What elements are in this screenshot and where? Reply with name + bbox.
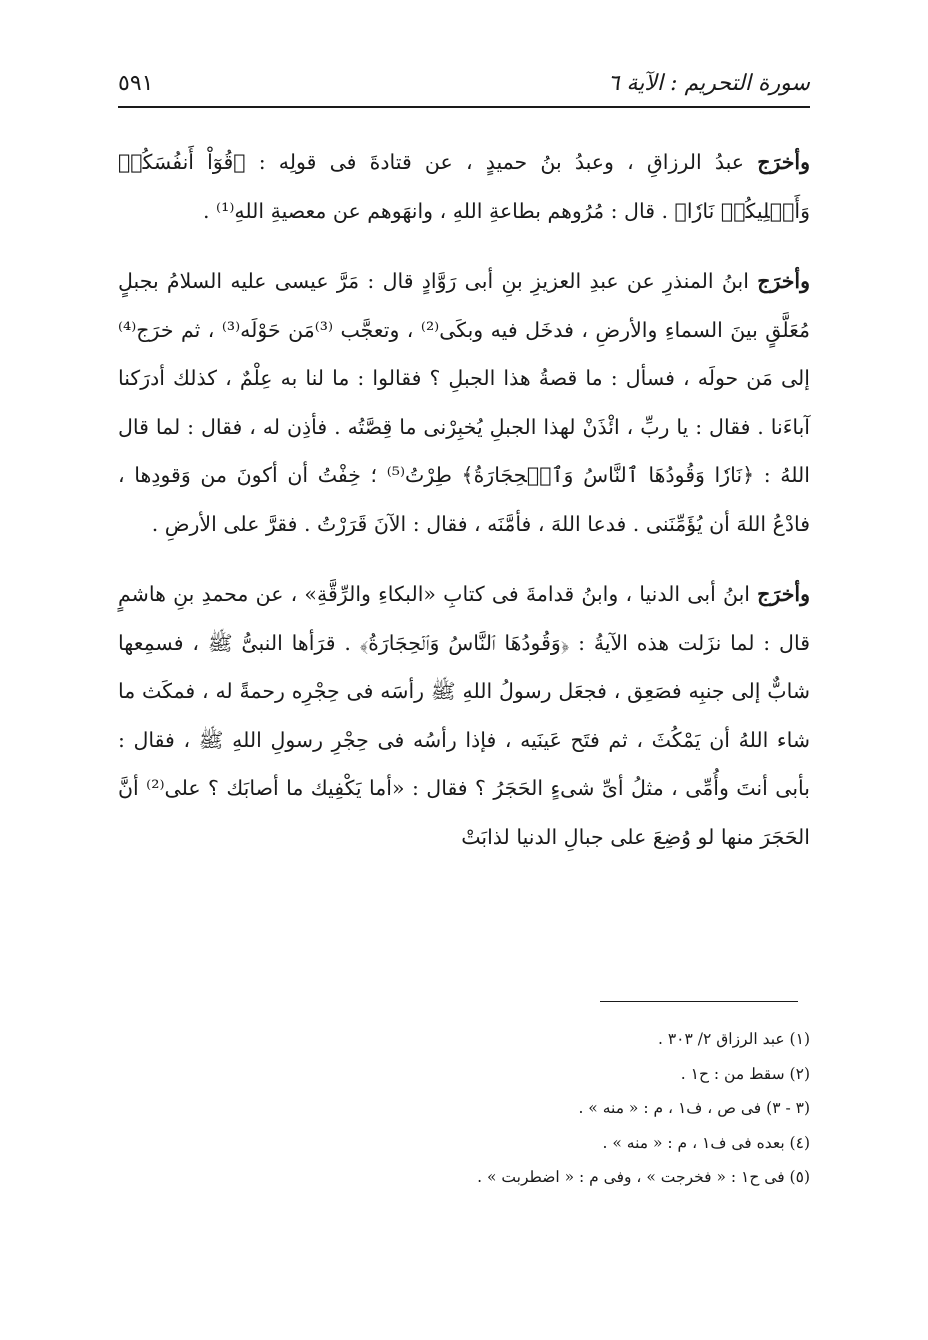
- paragraph-lead: وأخرَج: [757, 582, 810, 606]
- paragraph-text: عبدُ الرزاقِ ، وعبدُ بنُ حميدٍ ، عن قتادةَ فى قولِه : ﴿قُوٓاْ أَنفُسَكُمۡ وَأَهۡلِيكُمۡ نَارٗا﴾ . قال : مُرُوهم بطاعةِ اللهِ ، وانهَوهم عن معصيةِ اللهِ⁽¹⁾ .: [118, 150, 810, 223]
- paragraph-text: ابنُ أبى الدنيا ، وابنُ قدامةَ فى كتابِ «البكاءِ والرِّقَّةِ» ، عن محمدِ بنِ هاشمٍ قال : لما نزَلت هذه الآيةُ : ﴿وَقُودُهَا ٱلنَّاسُ وَٱلۡحِجَارَةُ﴾ . قرَأها النبىُّ ﷺ ، فسمِعها شابٌّ إلى جنبِه فصَعِق ، فجعَل رسولُ اللهِ ﷺ رأسَه فى حِجْرِه رحمةً له ، فمكَث ما شاء اللهُ أن يَمْكُثَ ، ثم فتَح عَينَيه ، فإذا رأسُه فى حِجْرِ رسولِ اللهِ ﷺ ، فقال : بأبى أنتَ وأُمِّى ، مثلُ أىِّ شىءٍ الحَجَرُ ؟ فقال : «أما يَكْفِيك ما أصابَك ؟ على⁽²⁾ أنَّ الحَجَرَ منها لو وُضِعَ على جبالِ الدنيا لذابَتْ: [118, 582, 810, 849]
- footnotes: [118, 1022, 810, 1195]
- footnote-1: (١) عبد الرزاق ٢/ ٣٠٣ .: [657, 1030, 810, 1048]
- header-divider: [118, 106, 810, 108]
- page-header: [118, 66, 810, 100]
- paragraph-lead: وأخرَج: [757, 269, 810, 293]
- main-text: [118, 138, 810, 883]
- footnote-5: (٥) فى ح١ : « فخرجت » ، وفى م : « اضطربت » .: [477, 1168, 810, 1186]
- paragraph-3: [118, 570, 810, 861]
- footnote-divider: [600, 1001, 798, 1002]
- footnote-3: (٣ - ٣) فى ص ، ف١ ، م : « منه » .: [578, 1099, 810, 1117]
- paragraph-2: [118, 257, 810, 548]
- page-number: ٥٩١: [118, 70, 154, 96]
- paragraph-lead: وأخرَج: [757, 150, 810, 174]
- paragraph-text: ابنُ المنذرِ عن عبدِ العزيزِ بنِ أبى رَوَّادٍ قال : مَرَّ عيسى عليه السلامُ بجبلٍ مُعَلَّقٍ بينَ السماءِ والأرضِ ، فدخَل فيه وبكَى⁽²⁾ ، وتعجَّب ⁽³⁾مَن حَوْلَه⁽³⁾ ، ثم خرَج⁽⁴⁾ إلى مَن حولَه ، فسأل : ما قصةُ هذا الجبلِ ؟ فقالوا : ما لنا به عِلْمٌ ، كذلك أدرَكنا آباءَنا . فقال : يا ربِّ ، ائْذَنْ لهذا الجبلِ يُخبِرْنى ما قِصَّتُه . فأذِن له ، فقال : لما قال اللهُ : ﴿نَارٗا وَقُودُهَا ٱلنَّاسُ وَٱلۡحِجَارَةُ﴾ طِرْتُ⁽⁵⁾ ؛ خِفْتُ أن أكونَ من وَقودِها ، فادْعُ اللهَ أن يُؤَمِّنَنى . فدعا اللهَ ، فأمَّنَه ، فقال : الآنَ قَرَرْتُ . فقرَّ على الأرضِ .: [118, 269, 811, 536]
- footnote-2: (٢) سقط من : ح١ .: [680, 1064, 810, 1083]
- running-title: سورة التحريم : الآية ٦: [607, 70, 810, 96]
- paragraph-1: [118, 138, 810, 235]
- footnote-4: (٤) بعده فى ف١ ، م : « منه » .: [602, 1133, 810, 1152]
